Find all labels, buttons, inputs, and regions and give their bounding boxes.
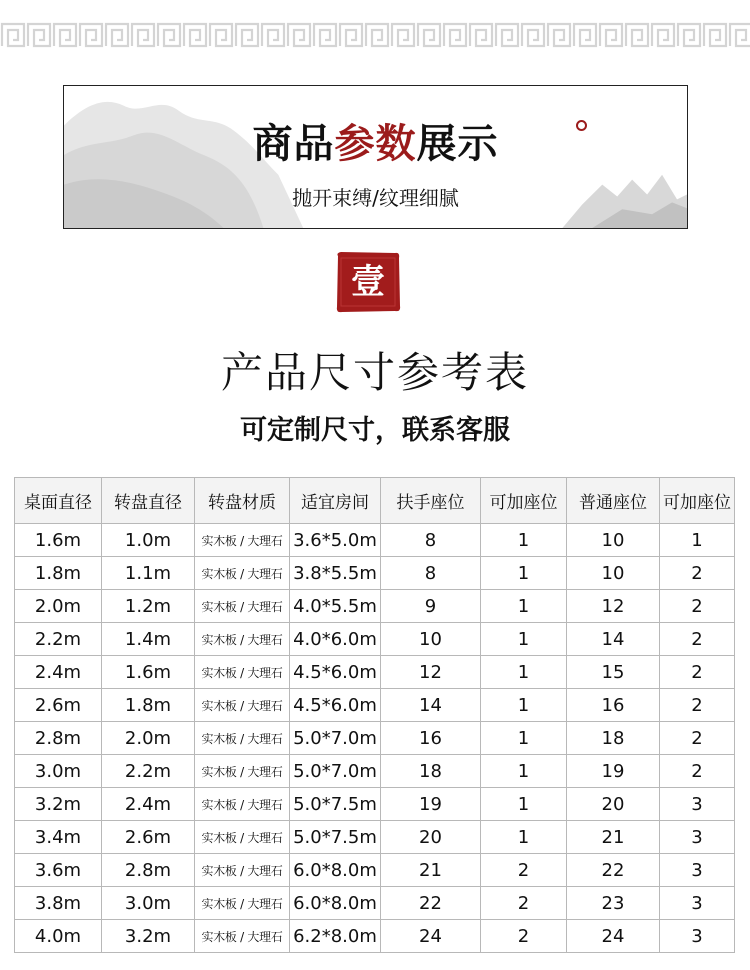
table-cell: 2.2m xyxy=(102,755,195,788)
table-header-cell: 扶手座位 xyxy=(381,478,481,524)
table-cell: 2 xyxy=(660,656,735,689)
banner-title xyxy=(64,112,687,169)
table-cell: 2.0m xyxy=(102,722,195,755)
table-cell: 2 xyxy=(660,755,735,788)
table-cell: 1 xyxy=(481,524,567,557)
banner-title-part1: 商品 xyxy=(252,121,335,167)
table-cell: 16 xyxy=(567,689,660,722)
table-cell: 18 xyxy=(381,755,481,788)
table-row xyxy=(15,623,735,656)
table-cell: 2.0m xyxy=(15,590,102,623)
table-cell: 实木板 / 大理石 xyxy=(195,755,290,788)
table-cell: 8 xyxy=(381,524,481,557)
table-cell: 20 xyxy=(381,821,481,854)
table-cell: 3.2m xyxy=(15,788,102,821)
table-cell: 9 xyxy=(381,590,481,623)
table-cell: 8 xyxy=(381,557,481,590)
table-cell: 1.4m xyxy=(102,623,195,656)
table-header-row xyxy=(15,478,735,524)
table-cell: 实木板 / 大理石 xyxy=(195,722,290,755)
greek-key-border-pattern xyxy=(0,22,750,48)
table-body xyxy=(15,524,735,953)
table-cell: 24 xyxy=(567,920,660,953)
table-cell: 6.0*8.0m xyxy=(290,854,381,887)
table-cell: 3.6m xyxy=(15,854,102,887)
table-cell: 22 xyxy=(381,887,481,920)
table-cell: 实木板 / 大理石 xyxy=(195,821,290,854)
table-cell: 19 xyxy=(567,755,660,788)
table-cell: 15 xyxy=(567,656,660,689)
table-cell: 实木板 / 大理石 xyxy=(195,590,290,623)
table-cell: 10 xyxy=(567,524,660,557)
table-cell: 1 xyxy=(481,689,567,722)
table-cell: 实木板 / 大理石 xyxy=(195,524,290,557)
table-row xyxy=(15,920,735,953)
table-cell: 2 xyxy=(481,887,567,920)
table-cell: 12 xyxy=(381,656,481,689)
table-cell: 2 xyxy=(660,557,735,590)
table-cell: 实木板 / 大理石 xyxy=(195,656,290,689)
table-cell: 23 xyxy=(567,887,660,920)
table-cell: 3.8*5.5m xyxy=(290,557,381,590)
table-cell: 4.5*6.0m xyxy=(290,656,381,689)
table-cell: 18 xyxy=(567,722,660,755)
table-row xyxy=(15,788,735,821)
banner-title-accent: 参数 xyxy=(334,121,417,167)
table-cell: 1.0m xyxy=(102,524,195,557)
table-cell: 实木板 / 大理石 xyxy=(195,920,290,953)
table-cell: 1 xyxy=(481,623,567,656)
table-cell: 6.2*8.0m xyxy=(290,920,381,953)
table-row xyxy=(15,821,735,854)
table-cell: 3.0m xyxy=(15,755,102,788)
table-cell: 4.0m xyxy=(15,920,102,953)
table-cell: 21 xyxy=(381,854,481,887)
section-title: 产品尺寸参考表 xyxy=(220,348,529,397)
section-subtitle: 可定制尺寸，联系客服 xyxy=(240,415,510,446)
table-cell: 3 xyxy=(660,821,735,854)
table-cell: 2 xyxy=(660,623,735,656)
table-header-cell: 普通座位 xyxy=(567,478,660,524)
table-cell: 1.8m xyxy=(102,689,195,722)
table-cell: 1.8m xyxy=(15,557,102,590)
table-cell: 实木板 / 大理石 xyxy=(195,689,290,722)
table-cell: 1 xyxy=(481,557,567,590)
table-header-cell: 可加座位 xyxy=(481,478,567,524)
stamp-text: 壹 xyxy=(351,262,385,302)
table-cell: 实木板 / 大理石 xyxy=(195,854,290,887)
table-cell: 4.5*6.0m xyxy=(290,689,381,722)
table-cell: 实木板 / 大理石 xyxy=(195,887,290,920)
table-cell: 19 xyxy=(381,788,481,821)
table-cell: 5.0*7.5m xyxy=(290,788,381,821)
table-cell: 3 xyxy=(660,887,735,920)
table-cell: 2 xyxy=(660,689,735,722)
table-row xyxy=(15,689,735,722)
table-row xyxy=(15,557,735,590)
table-row xyxy=(15,755,735,788)
table-cell: 1 xyxy=(481,590,567,623)
table-cell: 2.6m xyxy=(102,821,195,854)
table-cell: 2 xyxy=(660,590,735,623)
table-cell: 3.0m xyxy=(102,887,195,920)
table-row xyxy=(15,854,735,887)
table-cell: 5.0*7.5m xyxy=(290,821,381,854)
table-cell: 2.4m xyxy=(15,656,102,689)
table-cell: 3 xyxy=(660,788,735,821)
table-cell: 实木板 / 大理石 xyxy=(195,623,290,656)
table-cell: 1.1m xyxy=(102,557,195,590)
table-cell: 12 xyxy=(567,590,660,623)
table-cell: 6.0*8.0m xyxy=(290,887,381,920)
table-cell: 22 xyxy=(567,854,660,887)
table-header-cell: 适宜房间 xyxy=(290,478,381,524)
red-circle-icon xyxy=(576,120,587,131)
table-row xyxy=(15,590,735,623)
table-cell: 24 xyxy=(381,920,481,953)
size-reference-table xyxy=(14,477,734,952)
table-cell: 1 xyxy=(481,788,567,821)
table-cell: 2 xyxy=(660,722,735,755)
table-cell: 3 xyxy=(660,920,735,953)
table-cell: 3.2m xyxy=(102,920,195,953)
table-cell: 3.6*5.0m xyxy=(290,524,381,557)
table-cell: 1.6m xyxy=(102,656,195,689)
table-header-cell: 转盘直径 xyxy=(102,478,195,524)
red-seal-stamp xyxy=(333,250,403,314)
table-cell: 4.0*6.0m xyxy=(290,623,381,656)
table-cell: 1 xyxy=(481,656,567,689)
table-cell: 2 xyxy=(481,854,567,887)
table-cell: 2 xyxy=(481,920,567,953)
table-cell: 3.8m xyxy=(15,887,102,920)
table-cell: 2.2m xyxy=(15,623,102,656)
table-cell: 实木板 / 大理石 xyxy=(195,788,290,821)
table-cell: 1.6m xyxy=(15,524,102,557)
table-cell: 5.0*7.0m xyxy=(290,722,381,755)
table-row xyxy=(15,722,735,755)
product-params-banner xyxy=(63,85,688,229)
table-cell: 14 xyxy=(381,689,481,722)
table-cell: 实木板 / 大理石 xyxy=(195,557,290,590)
table-cell: 21 xyxy=(567,821,660,854)
table-cell: 16 xyxy=(381,722,481,755)
table-header-cell: 可加座位 xyxy=(660,478,735,524)
table-cell: 10 xyxy=(381,623,481,656)
table-row xyxy=(15,656,735,689)
table-cell: 5.0*7.0m xyxy=(290,755,381,788)
table-cell: 10 xyxy=(567,557,660,590)
banner-subtitle: 抛开束缚/纹理细腻 xyxy=(292,186,459,210)
table-cell: 2.8m xyxy=(15,722,102,755)
table-cell: 1 xyxy=(660,524,735,557)
table-cell: 14 xyxy=(567,623,660,656)
banner-title-part2: 展示 xyxy=(416,121,499,167)
table-cell: 1 xyxy=(481,722,567,755)
table-cell: 2.6m xyxy=(15,689,102,722)
table-cell: 3.4m xyxy=(15,821,102,854)
table-cell: 3 xyxy=(660,854,735,887)
table-cell: 20 xyxy=(567,788,660,821)
table-cell: 1 xyxy=(481,821,567,854)
table-row xyxy=(15,524,735,557)
table-row xyxy=(15,887,735,920)
table-cell: 4.0*5.5m xyxy=(290,590,381,623)
table-cell: 2.4m xyxy=(102,788,195,821)
table-cell: 2.8m xyxy=(102,854,195,887)
table-cell: 1.2m xyxy=(102,590,195,623)
table-header-cell: 桌面直径 xyxy=(15,478,102,524)
table-cell: 1 xyxy=(481,755,567,788)
table-header-cell: 转盘材质 xyxy=(195,478,290,524)
